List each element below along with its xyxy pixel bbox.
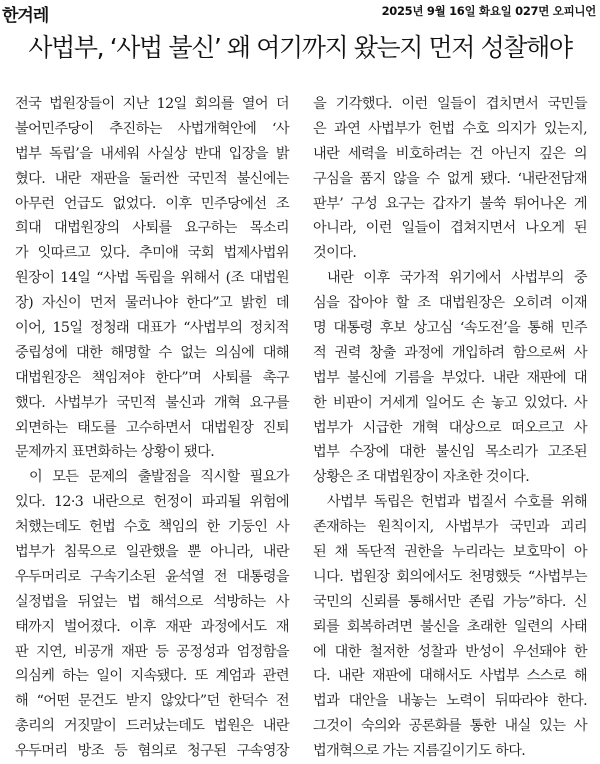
article-text-line: 중립성에 대한 해명할 수 없는 의심에 대해 <box>15 344 289 361</box>
article-text-line: 그것이 숙의와 공론화를 통한 내실 있는 사 <box>313 718 587 735</box>
article-text-line: 을 기각했다. 이런 일들이 겹치면서 국민들 <box>313 96 587 112</box>
article-text-line: 실정법을 뒤엎는 법 해석으로 석방하는 사 <box>15 593 289 610</box>
article-text-line: 법과 대안을 내놓는 노력이 뒤따라야 한다. <box>313 693 587 710</box>
article-text-line: 구심을 품지 않을 수 없게 됐다. ‘내란전담재 <box>313 170 587 187</box>
article-text-line: 다. 내란 재판에 대해서도 사법부 스스로 해 <box>313 668 587 685</box>
article-text-line: 아니라, 이런 일들이 겹쳐지면서 나오게 된 <box>313 220 587 237</box>
article-text-line: 법부가 시급한 개혁 대상으로 떠오르고 사 <box>313 419 587 436</box>
article-text-line: 우두머리로 구속기소된 윤석열 전 대통령을 <box>15 568 289 585</box>
article-text-line: 외면하는 태도를 고수하면서 대법원장 진퇴 <box>15 419 289 436</box>
article-text-line: 해 “어떤 문건도 받지 않았다”던 한덕수 전 <box>15 693 289 710</box>
article-text-line: 판 지연, 비공개 재판 등 공정성과 엄정함을 <box>15 643 289 660</box>
article-text-line: 문제까지 표면화하는 상황이 됐다. <box>15 444 215 461</box>
article-column-right <box>313 92 587 764</box>
article-text-line: 은 과연 사법부가 헌법 수호 의지가 있는지, <box>313 120 587 137</box>
article-text-line: 처했는데도 헌법 수호 책임의 한 기둥인 사 <box>15 519 289 536</box>
article-text-line: 존재하는 원칙이지, 사법부가 국민과 괴리 <box>313 519 587 536</box>
article-text-line: 태까지 벌어졌다. 이후 재판 과정에서도 재 <box>15 618 289 635</box>
article-text-line: 내란 이후 국가적 위기에서 사법부의 중 <box>327 270 587 287</box>
article-text-line: 뢰를 회복하려면 불신을 초래한 일련의 사태 <box>313 618 587 635</box>
article-text-line: 총리의 거짓말이 드러났는데도 법원은 내란 <box>15 718 289 735</box>
article-text-line: 이어, 15일 정청래 대표가 “사법부의 정치적 <box>15 320 289 337</box>
article-text-line: 법부 불신에 기름을 부었다. 내란 재판에 대 <box>313 369 587 386</box>
article-text-line: 의심케 하는 일이 지속됐다. 또 계엄과 관련 <box>15 668 289 685</box>
article-text-line: 판부’ 구성 요구는 갑자기 불쑥 튀어나온 게 <box>313 195 587 212</box>
article-text-line: 우두머리 방조 등 혐의로 청구된 구속영장 <box>15 743 289 760</box>
article-text-line: 니다. 법원장 회의에서도 천명했듯 “사법부는 <box>313 568 587 585</box>
article-text-line: 전국 법원장들이 지난 12일 회의를 열어 더 <box>15 96 289 112</box>
article-text-line: 법개혁으로 가는 지름길이기도 하다. <box>313 743 526 760</box>
article-text-line: 이 모든 문제의 출발점을 직시할 필요가 <box>29 469 289 486</box>
article-text-line: 상황은 조 대법원장이 자초한 것이다. <box>313 469 530 486</box>
masthead <box>0 0 600 26</box>
article-column-left <box>15 92 289 764</box>
article-text-line: 한 비판이 거세게 일어도 손 놓고 있었다. 사 <box>313 394 587 411</box>
article-text-line: 명 대통령 후보 상고심 ‘속도전’을 통해 민주 <box>313 320 587 337</box>
headline: 사법부, ‘사법 불신’ 왜 여기까지 왔는지 먼저 성찰해야 <box>28 33 572 62</box>
article-text-line: 심을 잡아야 할 조 대법원장은 오히려 이재 <box>313 295 587 312</box>
article-text-line: 에 대한 철저한 성찰과 반성이 우선돼야 한 <box>313 643 587 660</box>
article-text-line: 것이다. <box>313 245 357 262</box>
article-text-line: 법부 수장에 대한 불신임 목소리가 고조된 <box>313 444 587 461</box>
article-text-line: 내란 세력을 비호하려는 건 아닌지 깊은 의 <box>313 145 587 162</box>
article-text-line: 장) 자신이 먼저 물러나야 한다”고 밝힌 데 <box>15 295 289 312</box>
article-text-line: 가 잇따르고 있다. 추미애 국회 법제사법위 <box>15 245 289 262</box>
newspaper-logo: 한겨레 <box>2 6 49 26</box>
article-text-line: 국민의 신뢰를 통해서만 존립 가능”하다. 신 <box>313 593 587 610</box>
article-text-line: 했다. 사법부가 국민적 불신과 개혁 요구를 <box>15 394 289 411</box>
article-text-line: 원장이 14일 “사법 독립을 위해서 (조 대법원 <box>15 270 289 287</box>
article-text-line: 사법부 독립은 헌법과 법질서 수호를 위해 <box>327 494 587 511</box>
article-text-line: 불어민주당이 추진하는 사법개혁안에 ‘사 <box>15 120 289 137</box>
article-text-line: 희대 대법원장의 사퇴를 요구하는 목소리 <box>15 220 289 237</box>
article-text-line: 법부가 침묵으로 일관했을 뿐 아니라, 내란 <box>15 544 289 561</box>
article-text-line: 적 권력 창출 과정에 개입하려 함으로써 사 <box>313 344 587 361</box>
article-text-line: 대법원장은 책임져야 한다”며 사퇴를 촉구 <box>15 369 289 386</box>
dateline: 2025년 9월 16일 화요일 027면 오피니언 <box>381 4 596 18</box>
article-text-line: 법부 독립’을 내세워 사실상 반대 입장을 밝 <box>15 145 289 162</box>
article-text-line: 된 채 독단적 권한을 누리라는 보호막이 아 <box>313 544 587 561</box>
article-text-line: 아무런 언급도 없었다. 이후 민주당에선 조 <box>15 195 289 212</box>
article-text-line: 있다. 12·3 내란으로 헌정이 파괴될 위험에 <box>15 494 289 511</box>
article-text-line: 혔다. 내란 재판을 둘러싼 국민적 불신에는 <box>15 170 289 187</box>
